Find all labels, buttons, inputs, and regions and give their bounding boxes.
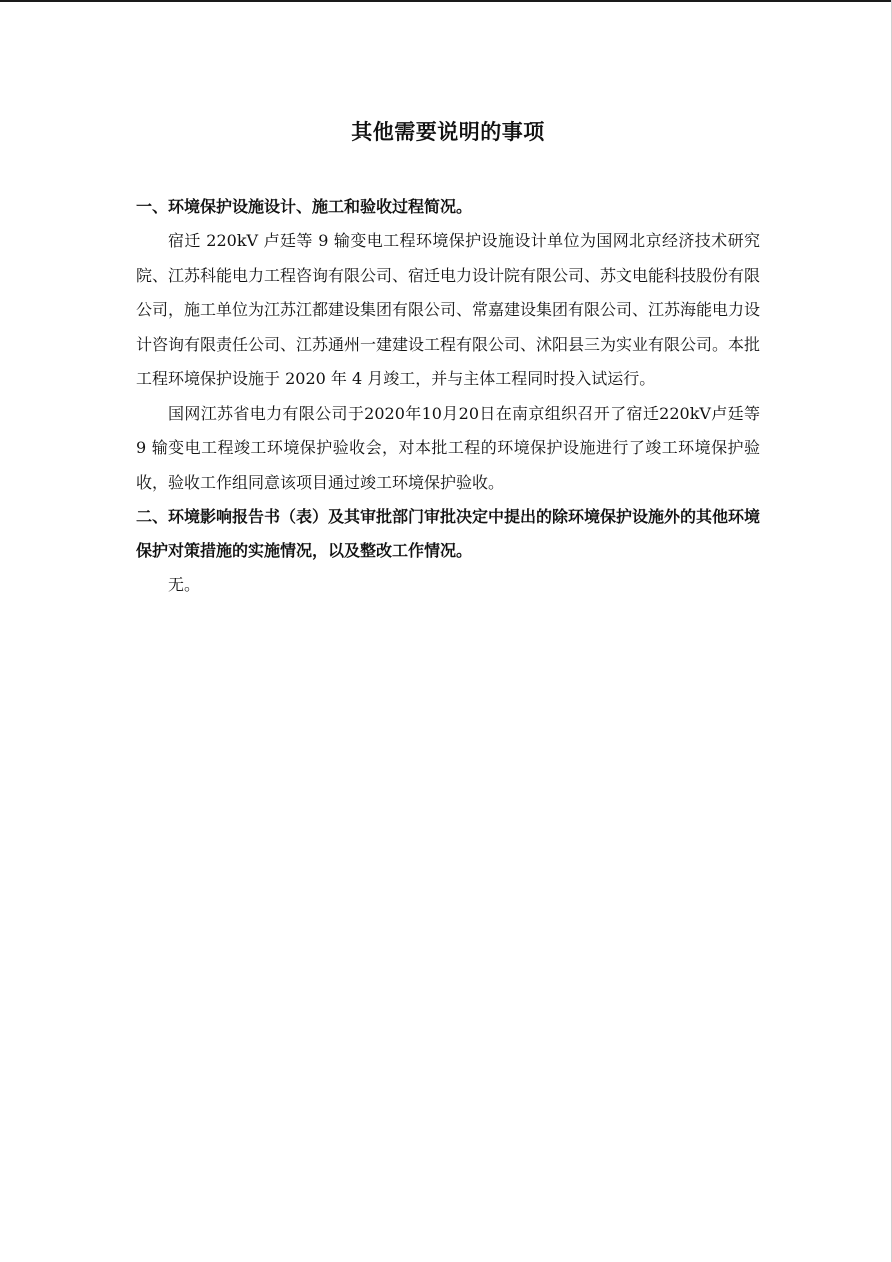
section-2-heading: 二、环境影响报告书（表）及其审批部门审批决定中提出的除环境保护设施外的其他环境保护对策措施的实施情况，以及整改工作情况。 [136, 507, 761, 560]
section-1-heading: 一、环境保护设施设计、施工和验收过程简况。 [136, 197, 473, 216]
document-title: 其他需要说明的事项 [351, 120, 545, 144]
section-1-paragraph-1: 宿迁 220kV 卢廷等 9 输变电工程环境保护设施设计单位为国网北京经济技术研究院、江苏科能电力工程咨询有限公司、宿迁电力设计院有限公司、苏文电能科技股份有限公司，施工单位为江苏江都建设集团有限公司、常嘉建设集团有限公司、江苏海能电力设计咨询有限责任公司、江苏通州一建建设工程有限公司、沭阳县三为实业有限公司。本批工程环境保护设施于 2020 年 4 月竣工，并与主体工程同时投入试运行。 [136, 231, 761, 388]
section-2-paragraph-1: 无。 [168, 575, 201, 594]
page-top-border [0, 0, 892, 2]
section-1-paragraph-2: 国网江苏省电力有限公司于2020年10月20日在南京组织召开了宿迁220kV卢廷等 9 输变电工程竣工环境保护验收会，对本批工程的环境保护设施进行了竣工环境保护验收，验收工作组同意该项目通过竣工环境保护验收。 [136, 403, 760, 492]
document-page [136, 112, 760, 603]
